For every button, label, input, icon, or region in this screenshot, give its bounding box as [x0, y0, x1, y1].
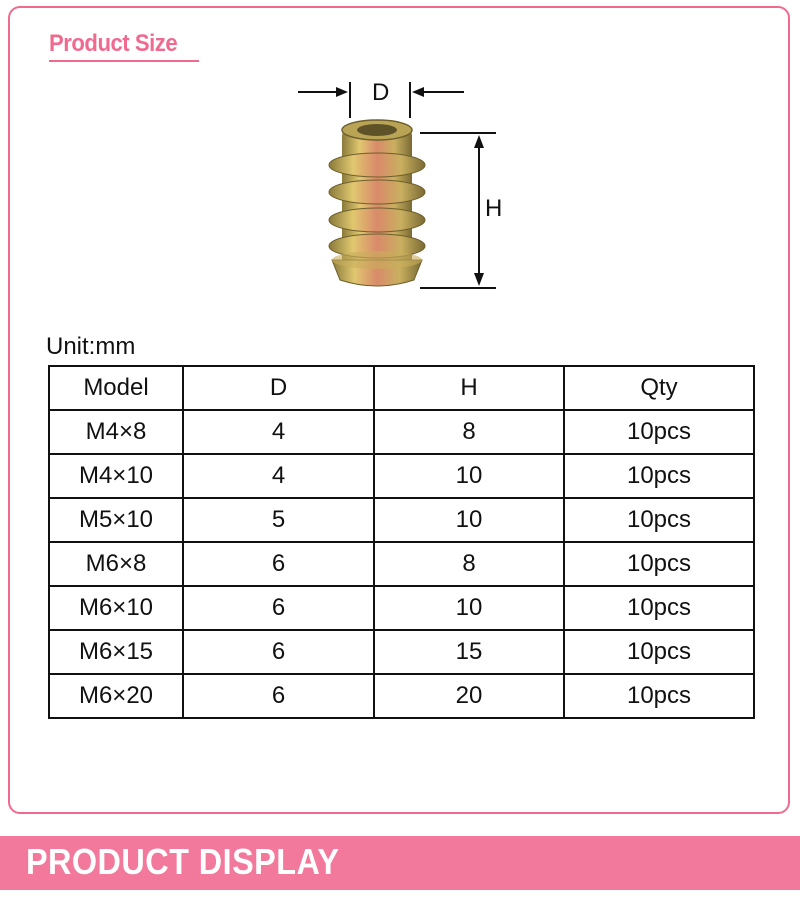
table-row — [49, 454, 754, 498]
cell-qty: 10pcs — [564, 586, 754, 630]
cell-h: 8 — [374, 410, 564, 454]
cell-qty: 10pcs — [564, 410, 754, 454]
header-h: H — [374, 366, 564, 410]
cell-model: M4×10 — [49, 454, 183, 498]
cell-d: 6 — [183, 586, 374, 630]
cell-model: M6×10 — [49, 586, 183, 630]
header-d: D — [183, 366, 374, 410]
insert-nut-diagram — [290, 70, 520, 300]
cell-d: 5 — [183, 498, 374, 542]
cell-d: 6 — [183, 630, 374, 674]
cell-qty: 10pcs — [564, 630, 754, 674]
cell-h: 10 — [374, 498, 564, 542]
table-header-row — [49, 366, 754, 410]
section-title: Product Size — [49, 30, 178, 57]
cell-h: 20 — [374, 674, 564, 718]
cell-d: 4 — [183, 410, 374, 454]
cell-model: M6×20 — [49, 674, 183, 718]
header-model: Model — [49, 366, 183, 410]
cell-model: M6×15 — [49, 630, 183, 674]
cell-model: M4×8 — [49, 410, 183, 454]
table-row — [49, 586, 754, 630]
cell-qty: 10pcs — [564, 454, 754, 498]
title-underline — [49, 60, 199, 62]
d-dimension-label: D — [372, 79, 390, 106]
table-row — [49, 630, 754, 674]
table-row — [49, 542, 754, 586]
cell-h: 10 — [374, 586, 564, 630]
cell-h: 15 — [374, 630, 564, 674]
cell-d: 4 — [183, 454, 374, 498]
insert-nut-image — [329, 120, 425, 286]
banner-title: PRODUCT DISPLAY — [26, 841, 340, 882]
cell-model: M5×10 — [49, 498, 183, 542]
cell-d: 6 — [183, 542, 374, 586]
cell-d: 6 — [183, 674, 374, 718]
unit-label: Unit:mm — [46, 333, 136, 360]
cell-h: 10 — [374, 454, 564, 498]
cell-model: M6×8 — [49, 542, 183, 586]
cell-qty: 10pcs — [564, 674, 754, 718]
header-qty: Qty — [564, 366, 754, 410]
h-dimension-label: H — [485, 195, 503, 222]
table-row — [49, 410, 754, 454]
table-row — [49, 674, 754, 718]
cell-qty: 10pcs — [564, 542, 754, 586]
cell-h: 8 — [374, 542, 564, 586]
cell-qty: 10pcs — [564, 498, 754, 542]
table-row — [49, 498, 754, 542]
size-table — [48, 365, 755, 719]
product-display-banner — [0, 836, 800, 890]
